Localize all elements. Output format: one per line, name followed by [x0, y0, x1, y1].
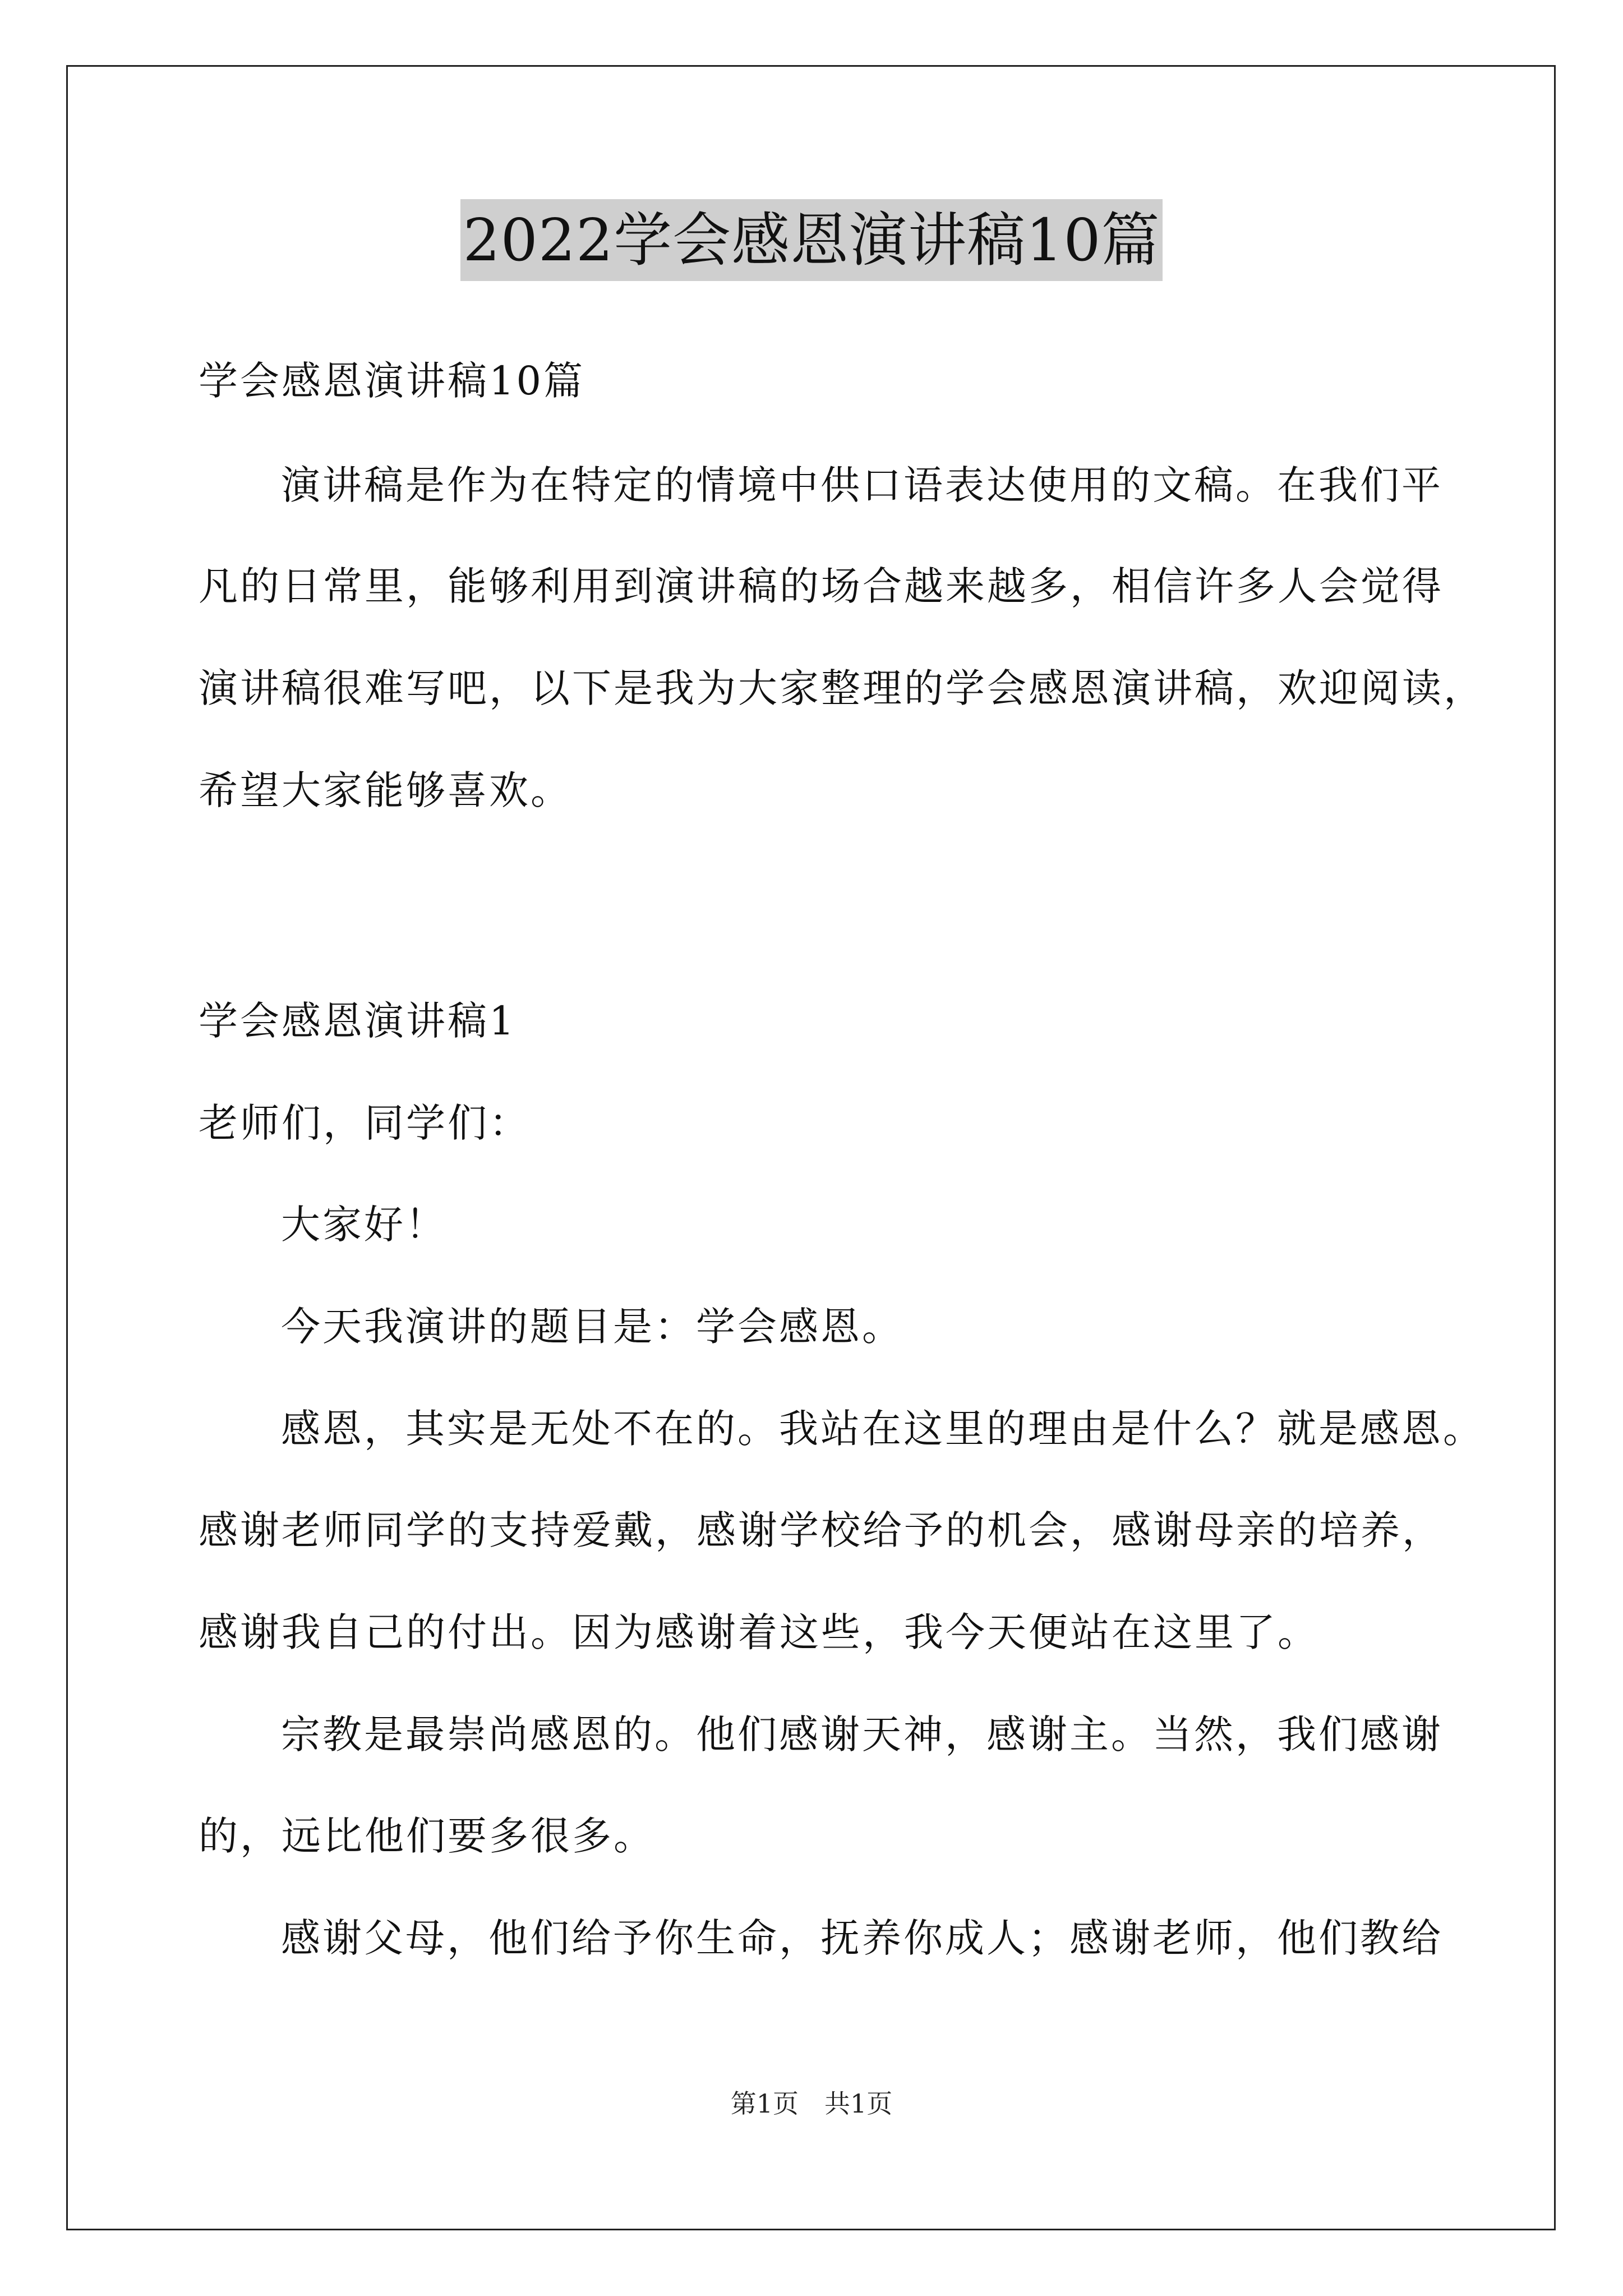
paragraph-line: 的，远比他们要多很多。: [199, 1813, 655, 1859]
paragraph-line: 宗教是最崇尚感恩的。他们感谢天神，感谢主。当然，我们感谢: [281, 1711, 1443, 1757]
paragraph-line: 感谢我自己的付出。因为感谢着这些，我今天便站在这里了。: [199, 1609, 1319, 1655]
paragraph-line: 演讲稿很难写吧，以下是我为大家整理的学会感恩演讲稿，欢迎阅读，: [199, 665, 1485, 711]
paragraph-line: 演讲稿是作为在特定的情境中供口语表达使用的文稿。在我们平: [281, 462, 1443, 508]
subtitle: 学会感恩演讲稿10篇: [199, 358, 585, 404]
page-footer: 第1页 共1页: [730, 2088, 893, 2119]
title-container: [0, 199, 1623, 281]
paragraph-line: 凡的日常里，能够利用到演讲稿的场合越来越多，相信许多人会觉得: [199, 563, 1444, 609]
paragraph-line: 今天我演讲的题目是：学会感恩。: [281, 1304, 903, 1350]
paragraph-line: 感谢父母，他们给予你生命，抚养你成人；感谢老师，他们教给: [281, 1915, 1443, 1961]
paragraph-line: 感谢老师同学的支持爱戴，感谢学校给予的机会，感谢母亲的培养，: [199, 1507, 1444, 1553]
paragraph-line: 希望大家能够喜欢。: [199, 767, 572, 813]
section-heading: 学会感恩演讲稿1: [199, 998, 517, 1044]
salutation: 老师们，同学们：: [199, 1100, 531, 1146]
greeting: 大家好！: [281, 1202, 447, 1248]
document-title: 2022学会感恩演讲稿10篇: [460, 199, 1162, 281]
paragraph-line: 感恩，其实是无处不在的。我站在这里的理由是什么？就是感恩。: [281, 1406, 1484, 1452]
